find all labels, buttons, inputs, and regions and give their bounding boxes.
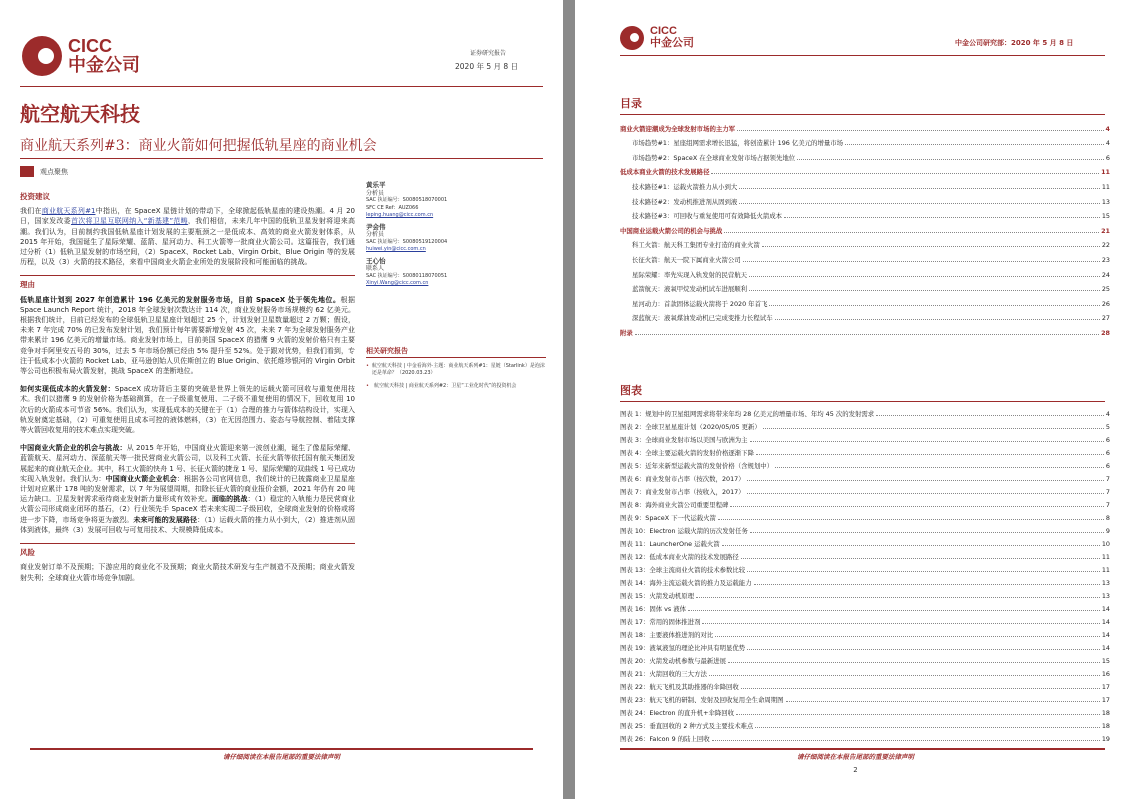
- toc-section-entry[interactable]: [620, 293, 1110, 308]
- dot-leader: [750, 532, 1104, 533]
- dot-leader: [754, 584, 1100, 585]
- entry-title: 图表 7：商业发射市占率（按收入，2017）: [620, 488, 745, 496]
- entry-title: 图表 3：全球商业发射市场以美国与欧洲为主: [620, 436, 748, 444]
- bold-lead: 面临的挑战: [211, 495, 248, 504]
- dot-leader: [702, 623, 1099, 624]
- toc-chapter-entry[interactable]: [620, 322, 1110, 337]
- entry-page-number: 14: [1101, 644, 1110, 652]
- toc-section-entry[interactable]: [620, 235, 1110, 250]
- entry-title: 图表 20：火箭发动机参数与最新进展: [620, 657, 727, 665]
- entry-title: 深蓝航天：液氧煤油发动机已完成变推力长程试车: [632, 314, 773, 323]
- entry-title: 图表 11：LauncherOne 运载火箭: [620, 540, 720, 548]
- entry-page-number: 13: [1101, 197, 1110, 206]
- entry-title: 低成本商业火箭的技术发展路径: [620, 168, 710, 177]
- entry-title: 图表 18：主要液体推进剂的对比: [620, 631, 714, 639]
- figure-entry[interactable]: [620, 418, 1110, 431]
- cicc-logo-mark-icon: [22, 36, 62, 76]
- dot-leader: [743, 261, 1100, 262]
- dot-leader: [739, 188, 1100, 189]
- entry-title: 图表 8：海外商业火箭公司重要里程碑: [620, 501, 729, 509]
- entry-page-number: 14: [1101, 618, 1110, 626]
- entry-title: 图表 2：全球卫星星座计划（2020/05/05 更新）: [620, 423, 761, 431]
- list-of-figures: [620, 405, 1110, 743]
- section-heading-reason: 理由: [20, 280, 35, 290]
- bold-lead: 低轨星座计划到 2027 年创造累计 196 亿美元的发射服务市场，目前 SpaceX 处于领先地位。: [20, 295, 341, 304]
- dot-leader: [741, 688, 1100, 689]
- bold-lead: 未来可能的发展路径: [133, 515, 198, 524]
- entry-page-number: 7: [1105, 475, 1110, 483]
- entry-title: 图表 5：近年来新型运载火箭的发射价格（含规划中）: [620, 462, 774, 470]
- main-column: [20, 192, 355, 591]
- related-reports-heading: 相关研究报告: [366, 348, 546, 359]
- analyst-role: 分析员: [366, 231, 385, 238]
- entry-page-number: 18: [1101, 722, 1110, 730]
- toc-chapter-entry[interactable]: [620, 220, 1110, 235]
- figure-entry[interactable]: [620, 483, 1110, 496]
- figure-entry[interactable]: [620, 691, 1110, 704]
- section-heading-invest: 投资建议: [20, 192, 50, 201]
- report-page-1: [0, 0, 563, 799]
- dot-leader: [749, 276, 1100, 277]
- figure-entry[interactable]: [620, 613, 1110, 626]
- entry-title: 星河动力：首款固体运载火箭将于 2020 年首飞: [632, 299, 768, 308]
- legal-footer: 请仔细阅读在本报告尾部的重要法律声明: [223, 753, 340, 761]
- entry-page-number: 13: [1101, 592, 1110, 600]
- header-rule: [620, 55, 1105, 56]
- section-rule: [20, 543, 355, 544]
- figure-entry[interactable]: [620, 626, 1110, 639]
- industry-title: 航空航天科技: [20, 102, 140, 126]
- text-run: 从 2015 年开始，中国商业火箭迎来第一波创业潮，诞生了像星际荣耀、蓝箭航天、星河动力、深蓝航天等一批民营商业火箭公司，以及科工火箭、长征火箭等依托国有航天集团发展起来的商业航天企业。其中，科工火箭的快舟 1 号、长征火箭的捷龙 1 号、星际荣耀的双曲线 1 号已成功实现入轨发射。我们认为：: [20, 444, 355, 483]
- text-run: ，我们相信，未来几年中国的低轨卫星发射将迎来高潮。我们认为，目前制约我国低轨星座计划发展的主要瓶颈之一是低成本、高效的商业火箭发射体系，从 2015 年开始，我国诞生了星际荣耀、蓝箭、星河动力、科工火箭等一批商业火箭公司。这篇报告，我们通过分析（1）低轨卫星发射的市场空间，（2）SpaceX、Rocket Lab、Virgin Orbit、Blue Origin 等的发展历程，以及（3）火箭的技术路径，来看中国商业火箭企业所处的发展阶段和可能面临的挑战。: [20, 217, 356, 267]
- figure-entry[interactable]: [620, 548, 1110, 561]
- entry-page-number: 5: [1105, 423, 1110, 431]
- dot-leader: [712, 740, 1100, 741]
- text-run: SpaceX 成功背后主要的突破是世界上领先的运载火箭可回收与重复使用技术。我们以猎鹰 9 的发射价格为基础测算，在一子级重复使用、二子级不重复使用的情况下，回收复用 10 次后的火箭成本可节省 56%。我们认为，实现低成本的关键在于（1）合理的推力与箭体结构设计，实现入轨发射奠定基础，（2）可重复使用且成本可控的液体燃料，（3）在无因范围力、姿态与导航控制、着陆支撑等火箭回收复用的技术难点实现突破。: [20, 385, 356, 435]
- entry-page-number: 8: [1105, 514, 1110, 522]
- dot-leader: [845, 144, 1104, 145]
- entry-page-number: 21: [1101, 226, 1110, 235]
- entry-title: 星际荣耀：率先实现入轨发射的民营航天: [632, 270, 748, 279]
- bold-lead: 中国商业火箭企业的机会与挑战：: [20, 444, 127, 453]
- report-date: 2020 年 5 月 8 日: [455, 62, 519, 71]
- entry-page-number: 26: [1101, 299, 1110, 308]
- figure-entry[interactable]: [620, 431, 1110, 444]
- dot-leader: [728, 662, 1100, 663]
- toc-section-entry[interactable]: [620, 147, 1110, 162]
- entry-page-number: 17: [1101, 696, 1110, 704]
- dot-leader: [696, 597, 1100, 598]
- entry-page-number: 11: [1101, 566, 1110, 574]
- dot-leader: [715, 636, 1100, 637]
- entry-page-number: 15: [1101, 212, 1110, 221]
- entry-page-number: 22: [1101, 241, 1110, 250]
- entry-title: 图表 4：全球主要运载火箭的发射价格逐渐下降: [620, 449, 754, 457]
- entry-page-number: 4: [1105, 139, 1110, 148]
- invest-paragraph: [20, 206, 355, 267]
- entry-page-number: 13: [1101, 579, 1110, 587]
- page-header-text: 中金公司研究部：2020 年 5 月 8 日: [955, 39, 1074, 47]
- entry-page-number: 19: [1101, 735, 1110, 743]
- legal-footer: 请仔细阅读在本报告尾部的重要法律声明: [797, 753, 914, 761]
- text-run: 中指出，在 SpaceX 星链计划的带动下，全球掀起低轨星座的建设热潮。4 月 20 日，国家发改委: [20, 207, 356, 226]
- reason-paragraph-3: [20, 443, 355, 535]
- analyst-name: 黄乐平: [366, 181, 386, 189]
- entry-page-number: 11: [1101, 182, 1110, 191]
- logo-cn: 中金公司: [650, 37, 694, 49]
- footer-rule: [620, 748, 1105, 750]
- entry-title: 市场趋势#2：SpaceX 在全球商业发射市场占据领先地位: [632, 153, 796, 162]
- related-report-item[interactable]: [366, 383, 546, 390]
- toc-section-entry[interactable]: [620, 249, 1110, 264]
- dot-leader: [786, 701, 1100, 702]
- entry-page-number: 7: [1105, 488, 1110, 496]
- dot-leader: [711, 173, 1099, 174]
- dot-leader: [756, 454, 1104, 455]
- dot-leader: [775, 467, 1104, 468]
- analyst-role: 联系人: [366, 265, 385, 272]
- toc-section-entry[interactable]: [620, 191, 1110, 206]
- entry-title: 图表 15：火箭发动机原理: [620, 592, 695, 600]
- dot-leader: [747, 571, 1100, 572]
- figure-entry[interactable]: [620, 574, 1110, 587]
- figure-entry[interactable]: [620, 665, 1110, 678]
- bold-lead: 如何实现低成本的火箭发射：: [20, 385, 115, 394]
- text-run: ：（1）运载火箭的推力从小到大，（2）推进剂从固体到液体，最终（3）发展可回收与可复用技术、大规模降低成本。: [20, 515, 355, 534]
- toc-section-entry[interactable]: [620, 308, 1110, 323]
- dot-leader: [775, 319, 1100, 320]
- entry-title: 图表 26：Falcon 9 的陆上回收: [620, 735, 710, 743]
- dot-leader: [750, 441, 1104, 442]
- entry-title: 图表 19：液氧液氢的理论比冲具有明显优势: [620, 644, 746, 652]
- entry-title: 图表 25：垂直回收的 2 种方式及主要技术难点: [620, 722, 754, 730]
- dot-leader: [876, 415, 1104, 416]
- entry-title: 技术路径#2：发动机推进剂从固到液: [632, 197, 738, 206]
- figure-entry[interactable]: [620, 678, 1110, 691]
- dot-leader: [797, 159, 1104, 160]
- figure-entry[interactable]: [620, 639, 1110, 652]
- analyst-card: [366, 182, 546, 220]
- figure-entry[interactable]: [620, 470, 1110, 483]
- entry-page-number: 17: [1101, 683, 1110, 691]
- toc-title: 目录: [620, 97, 642, 110]
- tag-marker-icon: [20, 166, 34, 177]
- analyst-card: [366, 224, 546, 254]
- report-tag: 观点聚焦: [40, 168, 68, 176]
- entry-title: 技术路径#3：可回收与重复使用可有效降低火箭成本: [632, 212, 783, 221]
- entry-title: 图表 24：Electron 的直升机+伞降回收: [620, 709, 735, 717]
- figure-entry[interactable]: [620, 522, 1110, 535]
- footer-rule: [30, 748, 533, 750]
- analyst-name: 王心怡: [366, 256, 386, 265]
- dot-leader: [784, 217, 1100, 218]
- entry-title: 图表 6：商业发射市占率（按次数，2017）: [620, 475, 745, 483]
- toc-chapter-entry[interactable]: [620, 162, 1110, 177]
- dot-leader: [762, 246, 1100, 247]
- analyst-sac: SAC 执证编号：S0080519120004: [366, 238, 448, 245]
- analyst-role: 分析员: [366, 189, 385, 197]
- figure-entry[interactable]: [620, 704, 1110, 717]
- figure-entry[interactable]: [620, 509, 1110, 522]
- section-heading-risk: 风险: [20, 548, 35, 558]
- entry-title: 图表 22：航天飞机及其助推器的伞降回收: [620, 683, 739, 691]
- related-report-title: 航空航天科技 | 中金看海外·主题：商业航天系列#1：星链（Starlink）是泡沫还是革命？（2020.03.23）: [371, 363, 545, 376]
- toc-section-entry[interactable]: [620, 264, 1110, 279]
- entry-title: 图表 14：海外主流运载火箭的推力及运载能力: [620, 579, 752, 587]
- table-of-contents: [620, 118, 1110, 337]
- analyst-name: 尹会伟: [366, 222, 386, 231]
- figure-entry[interactable]: [620, 587, 1110, 600]
- entry-title: 技术路径#1：运载火箭推力从小到大: [632, 182, 738, 191]
- entry-title: 图表 21：火箭回收的三大方法: [620, 670, 707, 678]
- toc-section-entry[interactable]: [620, 133, 1110, 148]
- page-number: 2: [853, 766, 858, 774]
- dot-leader: [724, 232, 1099, 233]
- entry-page-number: 6: [1105, 153, 1110, 162]
- entry-title: 图表 16：固体 vs 液体: [620, 605, 687, 613]
- cicc-logo: [620, 26, 694, 50]
- logo-en: CICC: [68, 36, 112, 57]
- figure-entry[interactable]: [620, 457, 1110, 470]
- dot-leader: [635, 334, 1099, 335]
- entry-title: 商业火箭迎潮成为全球发射市场的主力军: [620, 124, 736, 133]
- dot-leader: [730, 506, 1104, 507]
- entry-page-number: 6: [1105, 436, 1110, 444]
- analyst-column: [366, 182, 546, 396]
- entry-page-number: 7: [1105, 501, 1110, 509]
- figure-entry[interactable]: [620, 444, 1110, 457]
- cicc-logo-mark-icon: [620, 26, 644, 50]
- entry-title: 图表 12：低成本商业火箭的技术发展路径: [620, 553, 739, 561]
- analyst-card: [366, 258, 546, 288]
- analyst-sac: SAC 执证编号：S0080118070051: [366, 272, 448, 279]
- text-run: 我们在: [20, 207, 42, 216]
- entry-title: 蓝箭航天：液氧甲烷发动机试车进展顺利: [632, 285, 748, 294]
- entry-title: 图表 23：航天飞机的研制、发射及回收复用全生命周期图: [620, 696, 784, 704]
- logo-en: CICC: [650, 25, 677, 38]
- dot-leader: [741, 558, 1100, 559]
- analyst-email[interactable]: huiwei.yin@cicc.com.cn: [366, 246, 426, 252]
- figures-title: 图表: [620, 384, 642, 397]
- analyst-email[interactable]: Xinyi.Wang@cicc.com.cn: [366, 280, 429, 286]
- dot-leader: [749, 290, 1100, 291]
- entry-title: 图表 9：SpaceX 下一代运载火箭: [620, 514, 716, 522]
- entry-title: 图表 1：规划中的卫星组网需求将带来年均 28 亿美元的增量市场、年均 45 次的发射需求: [620, 410, 875, 418]
- reason-paragraph-1: [20, 295, 355, 377]
- figure-entry[interactable]: [620, 730, 1110, 743]
- bullet-icon: •: [366, 363, 369, 369]
- entry-title: 图表 17：常用的固体推进剂: [620, 618, 701, 626]
- cicc-logo: [22, 36, 140, 76]
- figure-entry[interactable]: [620, 652, 1110, 665]
- toc-section-entry[interactable]: [620, 176, 1110, 191]
- entry-title: 附录: [620, 328, 633, 337]
- entry-page-number: 11: [1101, 553, 1110, 561]
- bold-lead: 中国商业火箭企业机会: [105, 474, 177, 483]
- entry-title: 市场趋势#1：星座组网需求增长迅猛，将创造累计 196 亿美元的增量市场: [632, 139, 844, 148]
- entry-page-number: 14: [1101, 631, 1110, 639]
- dot-leader: [718, 519, 1104, 520]
- toc-section-entry[interactable]: [620, 206, 1110, 221]
- doc-type: 证券研究报告: [470, 50, 507, 57]
- logo-cn: 中金公司: [68, 55, 140, 75]
- dot-leader: [755, 727, 1100, 728]
- title-rule: [20, 158, 543, 159]
- dot-leader: [739, 203, 1100, 204]
- text-run: 根据 Space Launch Report 统计，2018 年全球发射次数达计 114 次，商业发射服务市场规模约 62 亿美元。根据我们统计，目前已经发布的全球低轨卫星星座计划超过 25 个，计划发射卫星数量超过 2 万颗；假设，未来 7 年完成 70% 的已发布发射计划，我们预计每年需要新增发射 45 次，未来 7 年为全球发射服务产业带来累计 196 亿美元的增量市场。商业发射市场上，目前美国 SpaceX 的猎鹰 9 火箭的发射价格只有主要竞争对手阿里安五号的 30%，过去 5 年市场份额已经由 5% 提升至 52%。处于跟对优势，但我们看到，专注于低成本小火箭的 Rocket Lab、亚马逊创始人贝佐斯创立的 Blue Origin、依托维珍银河的 Virgin Orbit 等公司也积极布局火箭发射，挑战 SpaceX 的垄断地位。: [20, 295, 355, 376]
- figures-rule: [620, 401, 1105, 402]
- related-report-title: 航空航天科技 | 商业航天系列#2：卫星“工业化时代”的投资机会: [374, 383, 517, 389]
- entry-page-number: 9: [1105, 527, 1110, 535]
- dot-leader: [747, 493, 1104, 494]
- entry-page-number: 24: [1101, 270, 1110, 279]
- dot-leader: [763, 428, 1104, 429]
- entry-title: 图表 13：全球主流商业火箭的技术参数比较: [620, 566, 746, 574]
- figure-entry[interactable]: [620, 405, 1110, 418]
- dot-leader: [737, 130, 1104, 131]
- dot-leader: [736, 714, 1100, 715]
- dot-leader: [747, 649, 1100, 650]
- text-run: ：根据各公司官网信息，我们统计的已披露商业卫星星座计划对应累计 178 吨的发射需求，以 7 年为展望周期，扣除长征火箭的商业报价金额，2021 年仍有 20 吨运力缺口。卫星发射需求亟待商业发射新力量形成有效补充。: [20, 474, 356, 504]
- entry-page-number: 18: [1101, 709, 1110, 717]
- section-rule: [20, 275, 355, 276]
- entry-page-number: 4: [1105, 124, 1110, 133]
- related-report-item[interactable]: [366, 363, 546, 377]
- entry-page-number: 14: [1101, 605, 1110, 613]
- dot-leader: [747, 480, 1104, 481]
- dot-leader: [709, 675, 1100, 676]
- figure-entry[interactable]: [620, 717, 1110, 730]
- entry-page-number: 6: [1105, 449, 1110, 457]
- toc-section-entry[interactable]: [620, 279, 1110, 294]
- text-run: ：（1）稳定的入轨能力是民营商业火箭公司形成商业闭环的基石，（2）行业领先手 SpaceX 若未来实现二子级回收，全球商业发射的价格或将进一步下降，市场竞争将更为激烈。: [20, 495, 355, 524]
- dot-leader: [769, 305, 1100, 306]
- entry-page-number: 27: [1101, 314, 1110, 323]
- bullet-icon: •: [366, 383, 369, 389]
- entry-title: 图表 10：Electron 运载火箭的历次发射任务: [620, 527, 748, 535]
- entry-page-number: 11: [1101, 168, 1110, 177]
- entry-page-number: 4: [1105, 410, 1110, 418]
- header-rule: [20, 86, 543, 87]
- figure-entry[interactable]: [620, 561, 1110, 574]
- toc-rule: [620, 114, 1105, 115]
- figure-entry[interactable]: [620, 535, 1110, 548]
- dot-leader: [688, 610, 1100, 611]
- entry-title: 中国商业运载火箭公司的机会与挑战: [620, 226, 723, 235]
- entry-page-number: 25: [1101, 285, 1110, 294]
- report-subtitle: 商业航天系列#3：商业火箭如何把握低轨星座的商业机会: [20, 138, 377, 154]
- risk-paragraph: 商业发射订单不及预期；下游应用的商业化不及预期；商业火箭技术研发与生产制造不及预期；商业火箭发射失利；全球商业火箭市场竞争加剧。: [20, 563, 355, 582]
- entry-page-number: 15: [1101, 657, 1110, 665]
- analyst-sac: SAC 执证编号：S0080518070001: [366, 197, 448, 203]
- entry-page-number: 16: [1101, 670, 1110, 678]
- analyst-cfe: SFC CE Ref：AUZ066: [366, 204, 419, 211]
- report-page-2: [575, 0, 1136, 799]
- analyst-email[interactable]: leping.huang@cicc.com.cn: [366, 212, 434, 218]
- entry-title: 长征火箭：航天一院下属商业火箭公司: [632, 255, 741, 264]
- figure-entry[interactable]: [620, 600, 1110, 613]
- figure-entry[interactable]: [620, 496, 1110, 509]
- reason-paragraph-2: [20, 384, 355, 435]
- entry-page-number: 6: [1105, 462, 1110, 470]
- entry-page-number: 28: [1101, 328, 1110, 337]
- entry-page-number: 10: [1101, 540, 1110, 548]
- entry-title: 科工火箭：航天科工集团专业打造的商业火箭: [632, 241, 760, 250]
- dot-leader: [722, 545, 1100, 546]
- link-new-infrastructure[interactable]: 首次将卫星互联网纳入“新基建”范畴: [70, 217, 188, 226]
- link-series-1[interactable]: 商业航天系列#1: [41, 207, 96, 216]
- entry-page-number: 23: [1101, 255, 1110, 264]
- toc-chapter-entry[interactable]: [620, 118, 1110, 133]
